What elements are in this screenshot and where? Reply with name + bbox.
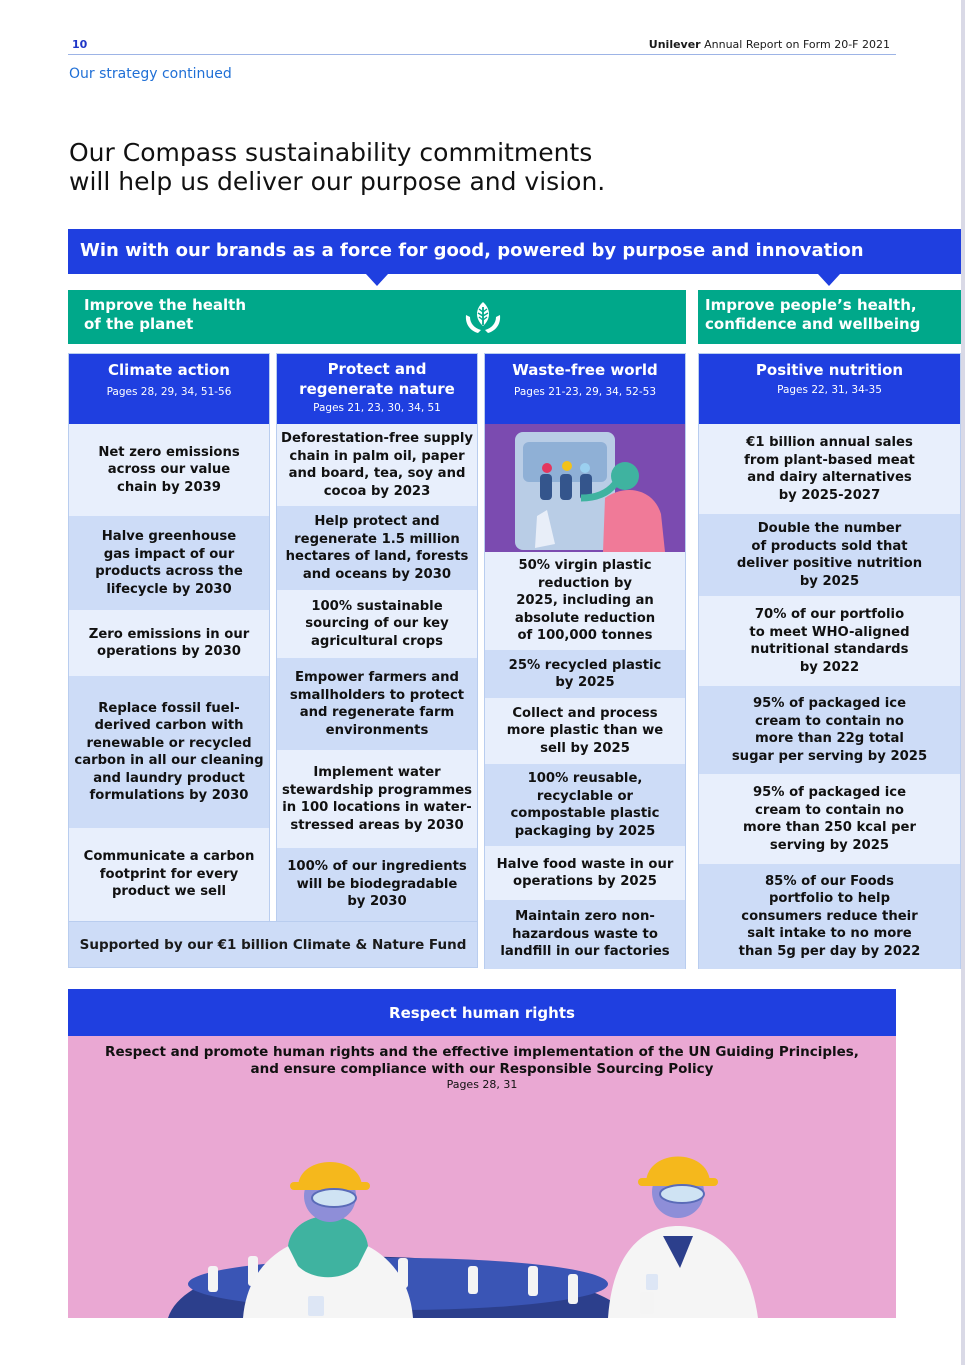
commitment-line: Deforestation-free supply bbox=[281, 431, 473, 446]
commitment-line: carbon in all our cleaning bbox=[74, 753, 264, 768]
report-name: Annual Report on Form 20-F 2021 bbox=[704, 38, 890, 51]
column-title: Positive nutrition bbox=[755, 361, 904, 379]
commitment-line: derived carbon with bbox=[94, 718, 244, 733]
column-pages: Pages 21-23, 29, 34, 52-53 bbox=[514, 386, 656, 398]
commitment-line: Collect and process bbox=[512, 705, 658, 721]
commitment-line: cream to contain no bbox=[755, 713, 904, 729]
page-title-line-1: Our Compass sustainability commitments bbox=[69, 138, 593, 167]
commitment-line: 2025, including an bbox=[516, 593, 654, 609]
commitment-item bbox=[277, 658, 477, 750]
human-rights-pages: Pages 28, 31 bbox=[446, 1078, 518, 1091]
commitment-item bbox=[69, 676, 269, 828]
commitment-line: more than 250 kcal per bbox=[742, 820, 916, 835]
human-rights-line-2: and ensure compliance with our Responsible Sourcing Policy bbox=[250, 1061, 714, 1077]
commitment-item bbox=[277, 424, 477, 506]
commitment-line: and dairy alternatives bbox=[747, 470, 912, 485]
commitment-line: operations by 2030 bbox=[97, 644, 241, 659]
commitment-line: hazardous waste to bbox=[512, 926, 658, 942]
human-rights-header: Respect human rights bbox=[68, 989, 896, 1036]
brand-name: Unilever bbox=[648, 38, 701, 51]
commitment-line: more than 22g total bbox=[755, 731, 904, 746]
commitment-line: products across the bbox=[95, 564, 243, 579]
commitment-line: stewardship programmes bbox=[281, 782, 473, 798]
column-title: Climate action bbox=[108, 361, 230, 379]
column-header bbox=[277, 354, 477, 424]
commitment-line: compostable plastic bbox=[510, 806, 660, 821]
commitment-line: Empower farmers and bbox=[295, 670, 459, 685]
pillar-people-line-2: confidence and wellbeing bbox=[705, 315, 921, 333]
commitment-item bbox=[69, 424, 269, 516]
commitment-item bbox=[699, 596, 960, 686]
commitment-line: cream to contain no bbox=[755, 802, 904, 818]
pillar-planet bbox=[68, 290, 686, 344]
commitment-line: environments bbox=[325, 722, 429, 738]
banner-pointer-left bbox=[366, 274, 388, 286]
column-title-line-1: Protect and bbox=[327, 360, 427, 378]
report-title bbox=[649, 38, 890, 51]
commitment-line: from plant-based meat bbox=[744, 452, 915, 468]
commitment-item bbox=[699, 774, 960, 864]
commitment-line: Replace fossil fuel- bbox=[98, 700, 240, 716]
commitment-line: by 2025 bbox=[799, 573, 860, 589]
page-edge bbox=[961, 0, 965, 1365]
commitment-line: serving by 2025 bbox=[769, 837, 890, 853]
commitment-line: 100% reusable, bbox=[527, 771, 643, 786]
commitment-line: nutritional standards bbox=[750, 642, 909, 657]
commitment-line: operations by 2025 bbox=[513, 874, 657, 889]
hands-leaf-icon bbox=[462, 298, 504, 338]
column-title-line-2: regenerate nature bbox=[299, 380, 455, 398]
commitment-item bbox=[699, 514, 960, 596]
commitment-line: product we sell bbox=[111, 884, 227, 900]
factory-workers-illustration bbox=[68, 1096, 896, 1318]
commitment-line: agricultural crops bbox=[311, 633, 443, 649]
commitment-line: Maintain zero non- bbox=[515, 909, 655, 925]
commitment-item bbox=[69, 516, 269, 610]
commitment-line: Halve food waste in our bbox=[496, 856, 674, 872]
human-rights-panel bbox=[68, 1036, 896, 1318]
pillar-people bbox=[698, 290, 965, 344]
commitment-line: Help protect and bbox=[314, 514, 440, 529]
commitment-item bbox=[277, 750, 477, 848]
commitment-line: across our value bbox=[107, 462, 231, 478]
commitment-line: will be biodegradable bbox=[296, 876, 458, 892]
column-pages: Pages 22, 31, 34-35 bbox=[777, 384, 882, 396]
commitment-line: gas impact of our bbox=[103, 546, 235, 562]
commitment-item bbox=[277, 590, 477, 658]
commitment-line: and board, tea, soy and bbox=[288, 466, 466, 481]
column-pages: Pages 28, 29, 34, 51-56 bbox=[106, 386, 232, 398]
commitment-line: sourcing of our key bbox=[305, 616, 449, 632]
column-waste-free-world bbox=[484, 353, 686, 969]
commitment-line: 100% of our ingredients bbox=[287, 859, 467, 875]
commitment-line: by 2025-2027 bbox=[778, 487, 881, 503]
column-header bbox=[699, 354, 960, 424]
commitment-line: 95% of packaged ice bbox=[752, 785, 907, 800]
commitment-line: deliver positive nutrition bbox=[736, 556, 923, 571]
commitment-line: of products sold that bbox=[751, 538, 908, 554]
commitment-item bbox=[277, 848, 477, 921]
commitment-line: Double the number bbox=[757, 521, 902, 536]
commitment-item bbox=[699, 864, 960, 969]
commitment-line: chain in palm oil, paper bbox=[289, 448, 465, 464]
commitment-item bbox=[699, 686, 960, 774]
commitment-line: €1 billion annual sales bbox=[746, 435, 913, 450]
commitment-line: Implement water bbox=[313, 765, 441, 780]
human-rights-statement bbox=[68, 1044, 896, 1078]
pillar-planet-line-1: Improve the health bbox=[84, 296, 247, 314]
commitment-line: to meet WHO-aligned bbox=[749, 624, 910, 640]
commitment-line: chain by 2039 bbox=[117, 479, 221, 495]
commitment-item bbox=[485, 900, 685, 969]
commitment-line: Net zero emissions bbox=[98, 444, 240, 460]
commitment-item bbox=[699, 424, 960, 514]
commitment-line: portfolio to help bbox=[768, 891, 891, 907]
pillar-planet-line-2: of the planet bbox=[84, 315, 194, 333]
commitment-line: than 5g per day by 2022 bbox=[738, 943, 921, 959]
commitment-line: hectares of land, forests bbox=[285, 549, 469, 564]
commitment-line: and regenerate farm bbox=[299, 705, 455, 720]
commitment-item bbox=[277, 506, 477, 590]
commitment-line: stressed areas by 2030 bbox=[290, 817, 464, 833]
column-climate-action bbox=[68, 353, 270, 921]
commitment-line: 100% sustainable bbox=[311, 598, 443, 614]
column-title: Waste-free world bbox=[512, 361, 658, 379]
commitment-line: by 2022 bbox=[799, 659, 860, 675]
commitment-line: formulations by 2030 bbox=[89, 788, 249, 803]
column-header bbox=[485, 354, 685, 424]
commitment-line: more plastic than we bbox=[506, 723, 664, 739]
commitment-line: absolute reduction bbox=[514, 610, 656, 626]
commitment-line: sell by 2025 bbox=[540, 740, 630, 756]
climate-nature-fund: Supported by our €1 billion Climate & Nature Fund bbox=[68, 921, 478, 968]
purpose-banner: Win with our brands as a force for good, powered by purpose and innovation bbox=[68, 229, 965, 274]
column-positive-nutrition bbox=[698, 353, 961, 969]
header-rule bbox=[68, 54, 896, 55]
section-label: Our strategy continued bbox=[69, 66, 232, 82]
pillar-people-line-1: Improve people’s health, bbox=[705, 296, 917, 314]
commitment-line: footprint for every bbox=[99, 866, 239, 882]
commitment-line: 50% virgin plastic bbox=[518, 558, 652, 574]
commitment-line: packaging by 2025 bbox=[514, 823, 656, 839]
commitment-line: regenerate 1.5 million bbox=[294, 531, 460, 547]
commitment-line: and laundry product bbox=[93, 770, 245, 786]
page-number: 10 bbox=[72, 38, 88, 51]
banner-pointer-right bbox=[818, 274, 840, 286]
commitment-line: 25% recycled plastic bbox=[508, 657, 662, 673]
commitment-line: lifecycle by 2030 bbox=[106, 581, 232, 597]
commitment-line: Communicate a carbon bbox=[83, 849, 255, 865]
commitment-line: smallholders to protect bbox=[289, 687, 465, 703]
commitment-line: and oceans by 2030 bbox=[302, 566, 452, 582]
page-title bbox=[69, 138, 669, 196]
commitment-line: of 100,000 tonnes bbox=[517, 628, 653, 644]
commitment-line: Zero emissions in our bbox=[88, 626, 250, 642]
commitment-line: 70% of our portfolio bbox=[754, 607, 905, 622]
commitment-line: recyclable or bbox=[536, 788, 634, 804]
commitment-line: 95% of packaged ice bbox=[752, 696, 907, 711]
commitment-item bbox=[485, 764, 685, 846]
human-rights-line-1: Respect and promote human rights and the effective implementation of the UN Guiding Principles, bbox=[105, 1044, 859, 1060]
commitment-item bbox=[485, 698, 685, 764]
commitment-line: sugar per serving by 2025 bbox=[731, 748, 928, 764]
commitment-line: Halve greenhouse bbox=[101, 529, 237, 544]
refill-station-illustration bbox=[485, 424, 685, 552]
commitment-item bbox=[485, 846, 685, 900]
commitment-item bbox=[69, 610, 269, 676]
commitment-line: renewable or recycled bbox=[86, 735, 252, 751]
column-pages: Pages 21, 23, 30, 34, 51 bbox=[313, 402, 441, 414]
commitment-line: salt intake to no more bbox=[747, 926, 912, 942]
commitment-item bbox=[485, 650, 685, 698]
commitment-line: in 100 locations in water- bbox=[282, 800, 472, 815]
commitment-line: 85% of our Foods bbox=[765, 873, 894, 889]
column-header bbox=[69, 354, 269, 424]
commitment-line: by 2030 bbox=[347, 894, 407, 910]
column-protect-nature bbox=[276, 353, 478, 921]
commitment-line: by 2025 bbox=[555, 675, 615, 690]
page-title-line-2: will help us deliver our purpose and vision. bbox=[69, 167, 606, 196]
commitment-line: reduction by bbox=[538, 575, 632, 591]
commitment-line: consumers reduce their bbox=[741, 908, 918, 924]
commitment-line: landfill in our factories bbox=[500, 944, 670, 960]
commitment-item bbox=[69, 828, 269, 921]
commitment-line: cocoa by 2023 bbox=[323, 483, 431, 499]
commitment-item bbox=[485, 552, 685, 650]
